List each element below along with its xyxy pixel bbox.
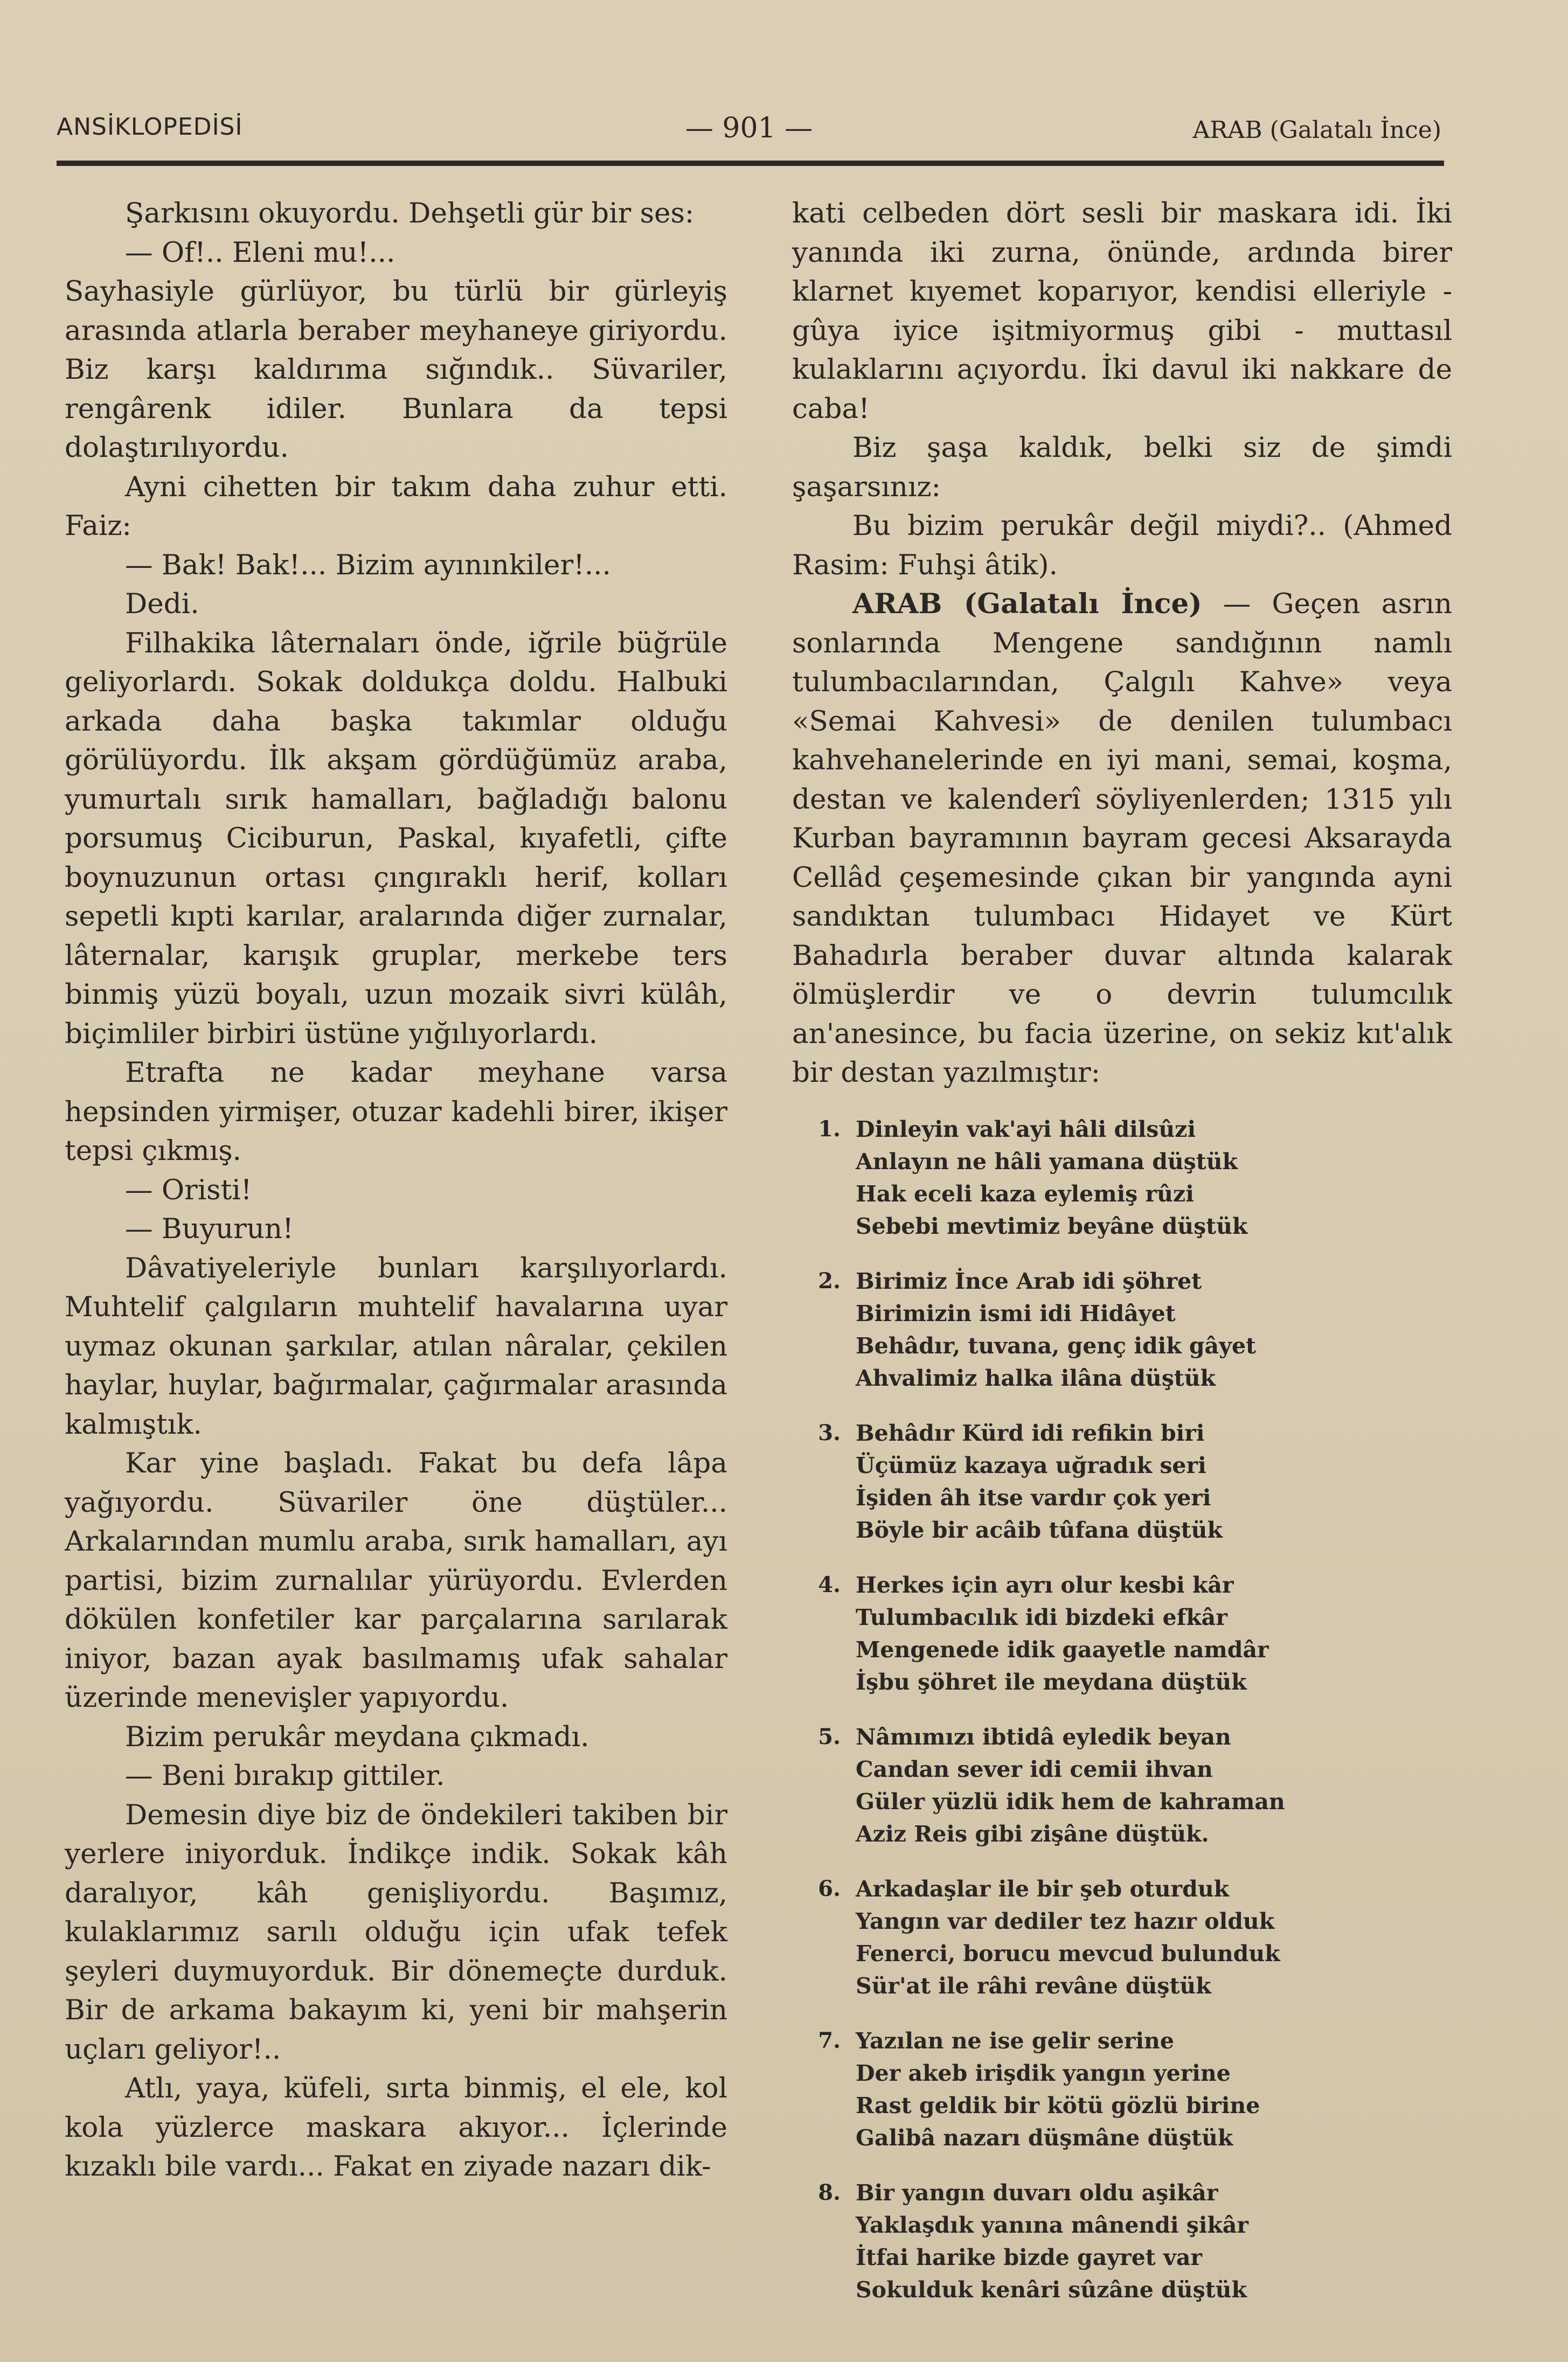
header-rule — [57, 161, 1444, 166]
stanza-number: 5. — [818, 1724, 841, 1749]
entry-paragraph — [792, 585, 1452, 1093]
paragraph: Etrafta ne kadar meyhane varsa hepsinden yirmişer, otuzar kadehli birer, ikişer tepsi çıkmış. — [65, 1057, 727, 1167]
poem-line: Yaklaşdık yanına mânendi şikâr — [856, 2212, 1249, 2238]
poem-line: İşbu şöhret ile meydana düştük — [856, 1669, 1247, 1695]
header-left-title: ANSİKLOPEDİSİ — [57, 113, 243, 141]
poem-line: Behâdır, tuvana, genç idik gâyet — [856, 1332, 1256, 1359]
poem-line: Hak eceli kaza eylemiş rûzi — [856, 1180, 1194, 1207]
poem-line: Sebebi mevtimiz beyâne düştük — [856, 1213, 1248, 1239]
poem-line: Bir yangın duvarı oldu aşikâr — [856, 2179, 1218, 2206]
paragraph: Biz şaşa kaldık, belki siz de şimdi şaşarsınız: — [792, 432, 1452, 503]
paragraph: — Oristi! — [125, 1173, 252, 1206]
poem-line: Üçümüz kazaya uğradık seri — [856, 1452, 1206, 1478]
paragraph: — Bak! Bak!... Bizim ayınınkiler!... — [125, 548, 611, 581]
left-column — [65, 194, 727, 2186]
poem-stanza — [792, 1113, 1452, 1242]
poem-line: Tulumbacılık idi bizdeki efkâr — [856, 1604, 1227, 1630]
poem-line: Nâmımızı ibtidâ eyledik beyan — [856, 1724, 1231, 1750]
poem-line: Arkadaşlar ile bir şeb oturduk — [856, 1875, 1230, 1902]
paragraph: Demesin diye biz de öndekileri takiben bir yerlere iniyorduk. İndikçe indik. Sokak kâh daralıyor, kâh genişliyordu. Başımız, kulaklarımız sarılı olduğu için ufak tefek şeyleri duymuyorduk. Bir dönemeçte durduk. Bir de arkama bakayım ki, yeni bir mahşerin uçları geliyor!.. — [65, 1798, 727, 2066]
paragraph: Dedi. — [125, 588, 199, 620]
poem-line: Der akeb irişdik yangın yerine — [856, 2060, 1231, 2086]
poem-line: Anlayın ne hâli yamana düştük — [856, 1148, 1238, 1175]
paragraph: Dâvatiyeleriyle bunları karşılıyorlardı. Muhtelif çalgıların muhtelif havalarına uyar uymaz okunan şarkılar, atılan nâralar, çekilen haylar, huylar, bağırmalar, çağırmalar arasında kalmıştık. — [65, 1252, 727, 1441]
paragraph: Bizim perukâr meydana çıkmadı. — [125, 1720, 589, 1753]
poem-stanza — [792, 1417, 1452, 1546]
poem-line: Dinleyin vak'ayi hâli dilsûzi — [856, 1116, 1196, 1142]
poem-line: Behâdır Kürd idi refikin biri — [856, 1420, 1205, 1446]
poem-line: Ahvalimiz halka ilâna düştük — [856, 1365, 1216, 1391]
paragraph: — Buyurun! — [125, 1213, 294, 1245]
entry-text: — Geçen asrın sonlarında Mengene sandığının namlı tulumbacılarından, Çalgılı Kahve» veya «Semai Kahvesi» de denilen tulumbacı kahvehanelerinde en iyi mani, semai, koşma, destan ve kalenderî söyliyenlerden; 1315 yılı Kurban bayramının bayram gecesi Aksarayda Cellâd çeşemesinde çıkan bir yangında ayni sandıktan tulumbacı Hidayet ve Kürt Bahadırla beraber duvar altında kalarak ölmüşlerdir ve o devrin tulumcılık an'anesince, bu facia üzerine, on sekiz kıt'alık bir destan yazılmıştır: — [792, 588, 1452, 1089]
paragraph: Kar yine başladı. Fakat bu defa lâpa yağıyordu. Süvariler öne düştüler... Arkalarından mumlu araba, sırık hamalları, ayı partisi, bizim zurnalılar yürüyordu. Evlerden dökülen konfetiler kar parçalarına sarılarak iniyor, bazan ayak basılmamış ufak sahalar üzerinde menevişler yapıyordu. — [65, 1447, 727, 1714]
poem-line: Sür'at ile râhi revâne düştük — [856, 1972, 1211, 1999]
poem-line: Herkes için ayrı olur kesbi kâr — [856, 1572, 1234, 1598]
stanza-number: 3. — [818, 1420, 841, 1446]
stanza-number: 1. — [818, 1116, 841, 1142]
poem-line: Mengenede idik gaayetle namdâr — [856, 1636, 1269, 1663]
poem-stanza — [792, 1569, 1452, 1698]
entry-title: ARAB (Galatalı İnce) — [852, 588, 1202, 620]
paragraph: Sayhasiyle gürlüyor, bu türlü bir gürleyiş arasında atlarla beraber meyhaneye giriyordu. Biz karşı kaldırıma sığındık.. Süvariler, rengârenk idiler. Bunlara da tepsi dolaştırılıyordu. — [65, 275, 727, 464]
poem-line: Böyle bir acâib tûfana düştük — [856, 1517, 1223, 1543]
poem-line: Yangın var dediler tez hazır olduk — [856, 1908, 1275, 1934]
stanza-number: 7. — [818, 2027, 841, 2053]
paragraph: Bu bizim perukâr değil miydi?.. (Ahmed Rasim: Fuhşi âtik). — [792, 510, 1452, 581]
right-column — [792, 194, 1452, 2329]
paragraph: kati celbeden dört sesli bir maskara idi. İki yanında iki zurna, önünde, ardında birer klarnet kıyemet koparıyor, kendisi elleriyle - gûya iyice işitmiyormuş gibi - muttasıl kulaklarını açıyordu. İki davul iki nakkare de caba! — [792, 197, 1452, 425]
paragraph: — Of!.. Eleni mu!... — [125, 236, 396, 269]
stanza-number: 2. — [818, 1268, 841, 1294]
poem-stanza — [792, 1873, 1452, 2002]
poem-line: Yazılan ne ise gelir serine — [856, 2027, 1174, 2054]
header-right-title: ARAB (Galatalı İnce) — [1192, 116, 1441, 144]
page-number: — 901 — — [685, 112, 813, 144]
poem-line: Güler yüzlü idik hem de kahraman — [856, 1788, 1285, 1815]
stanza-number: 4. — [818, 1572, 841, 1597]
poem-stanza — [792, 2025, 1452, 2154]
poem-stanza — [792, 1721, 1452, 1850]
page-header — [57, 108, 1441, 156]
poem-line: Candan sever idi cemii ihvan — [856, 1756, 1213, 1782]
poem-line: Birimizin ismi idi Hidâyet — [856, 1300, 1176, 1326]
stanza-number: 8. — [818, 2179, 841, 2205]
stanza-number: 6. — [818, 1875, 841, 1901]
poem-line: Fenerci, borucu mevcud bulunduk — [856, 1940, 1280, 1967]
paragraph: Atlı, yaya, küfeli, sırta binmiş, el ele, kol kola yüzlerce maskara akıyor... İçlerinde kızaklı bile vardı... Fakat en ziyade nazarı dik- — [65, 2072, 727, 2183]
paragraph: Ayni cihetten bir takım daha zuhur etti. Faiz: — [65, 470, 727, 542]
paragraph: Filhakika lâternaları önde, iğrile büğrüle geliyorlardı. Sokak doldukça doldu. Halbuki arkada daha başka takımlar olduğu görülüyordu. İlk akşam gördüğümüz araba, yumurtalı sırık hamalları, bağladığı balonu porsumuş Ciciburun, Paskal, kıyafetli, çifte boynuzunun ortası çıngıraklı herif, kolları sepetli kıpti karılar, aralarında diğer zurnalar, lâternalar, karışık gruplar, merkebe ters binmiş yüzü boyalı, uzun mozaik sivri külâh, biçimliler birbiri üstüne yığılıyorlardı. — [65, 627, 727, 1050]
poem-line: Galibâ nazarı düşmâne düştük — [856, 2124, 1233, 2151]
poem — [792, 1113, 1452, 2306]
poem-line: İtfai harike bizde gayret var — [856, 2244, 1202, 2270]
poem-stanza — [792, 2177, 1452, 2306]
poem-line: İşiden âh itse vardır çok yeri — [856, 1484, 1211, 1511]
paragraph: Şarkısını okuyordu. Dehşetli gür bir ses: — [125, 197, 695, 230]
poem-line: Rast geldik bir kötü gözlü birine — [856, 2092, 1260, 2118]
poem-line: Birimiz İnce Arab idi şöhret — [856, 1268, 1202, 1294]
paragraph: — Beni bırakıp gittiler. — [125, 1760, 445, 1792]
poem-line: Sokulduk kenâri sûzâne düştük — [856, 2276, 1247, 2303]
poem-line: Aziz Reis gibi zişâne düştük. — [856, 1821, 1209, 1847]
poem-stanza — [792, 1265, 1452, 1394]
